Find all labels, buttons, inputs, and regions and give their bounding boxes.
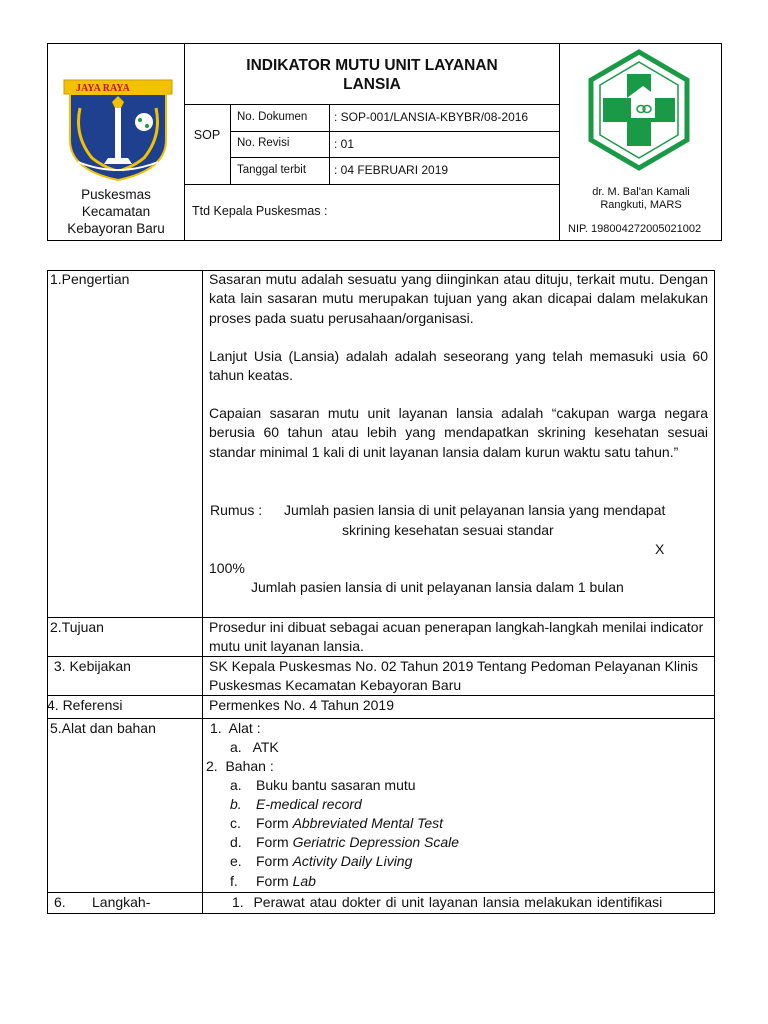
referensi-text: Permenkes No. 4 Tahun 2019 <box>209 697 394 713</box>
bahan-item-f-pre: Form <box>256 873 293 889</box>
langkah-step-1: 1. Perawat atau dokter di unit layanan lansia melakukan identifikasi <box>232 894 663 910</box>
field-value-doc-no: : SOP-001/LANSIA-KBYBR/08-2016 <box>334 110 529 124</box>
bahan-item-a-pre: Buku bantu sasaran mutu <box>256 777 416 793</box>
kebijakan-text: SK Kepala Puskesmas No. 02 Tahun 2019 Tentang Pedoman Pelayanan Klinis Puskesmas Kecamatan Kebayoran Baru <box>209 658 699 694</box>
field-value-revision: : 01 <box>334 137 355 151</box>
bahan-item-e-text <box>256 852 412 871</box>
bahan-item-c-pre: Form <box>256 815 293 831</box>
signer-nip: NIP. 198004272005021002 <box>568 223 702 235</box>
org-name <box>48 186 184 237</box>
title-line-2: LANSIA <box>343 76 401 93</box>
label-kebijakan: 3. Kebijakan <box>50 658 131 674</box>
header-row-line-1 <box>184 104 560 105</box>
alat-heading: 1. Alat : <box>210 720 261 736</box>
title-line-1: INDIKATOR MUTU UNIT LAYANAN <box>246 57 498 74</box>
header-col-line-1 <box>184 43 185 241</box>
body-border-bottom <box>47 913 715 914</box>
bahan-item-d-pre: Form <box>256 834 293 850</box>
bahan-item-b <box>230 795 362 814</box>
bahan-item-d-mark: d. <box>230 834 242 850</box>
rumus-label: Rumus : <box>210 502 263 518</box>
bahan-item-b-em: E-medical record <box>256 796 362 812</box>
sop-label: SOP <box>193 128 221 142</box>
bahan-item-d-em: Geriatric Depression Scale <box>292 834 460 850</box>
org-line-2: Kecamatan <box>81 204 151 219</box>
header-inner-col-2 <box>329 104 330 185</box>
signer-name <box>562 186 720 212</box>
bahan-item-c <box>230 814 444 833</box>
header-border-bottom <box>47 240 722 241</box>
rumus-numerator-1: Jumlah pasien lansia di unit pelayanan lansia yang mendapat <box>284 502 666 518</box>
label-pengertian: 1.Pengertian <box>50 271 130 287</box>
header-row-line-2 <box>230 131 560 132</box>
rumus-numerator-2: skrining kesehatan sesuai standar <box>342 522 554 538</box>
bahan-item-f-mark: f. <box>230 873 238 889</box>
pengertian-paragraph-3: Capaian sasaran mutu unit layanan lansia adalah “cakupan warga negara berusia 60 tahun atau lebih yang mendapatkan skrining kesehatan sesuai standar minimal 1 kali di unit layanan lansia dalam kurun waktu satu tahun.” <box>209 405 708 460</box>
bahan-item-b-text <box>256 795 362 814</box>
tujuan-text: Prosedur ini dibuat sebagai acuan penerapan langkah-langkah menilai indicator mutu unit layanan lansia. <box>209 619 704 655</box>
bahan-item-c-em: Abbreviated Mental Test <box>292 815 444 831</box>
bahan-item-e-em: Activity Daily Living <box>292 853 413 869</box>
signer-line-2: Rangkuti, MARS <box>600 199 682 211</box>
org-line-1: Puskesmas <box>81 187 151 202</box>
bahan-item-c-text <box>256 814 443 833</box>
alat-item-atk: a. ATK <box>230 739 279 755</box>
label-tujuan: 2.Tujuan <box>50 619 104 635</box>
header-inner-col-1 <box>230 104 231 185</box>
label-langkah: Langkah- <box>92 894 151 910</box>
bahan-heading: 2. Bahan : <box>206 758 274 774</box>
field-label-revision: No. Revisi <box>237 137 290 149</box>
header-col-line-2 <box>559 43 560 241</box>
body-border-right <box>714 270 715 914</box>
document-title <box>186 56 558 94</box>
label-referensi: 4. Referensi <box>47 697 123 713</box>
bahan-item-f-em: Lab <box>292 873 316 889</box>
bahan-item-b-mark: b. <box>230 796 242 812</box>
jaya-raya-logo <box>62 78 174 182</box>
signature-label: Ttd Kepala Puskesmas : <box>192 204 328 218</box>
bahan-item-d-text <box>256 833 459 852</box>
header-border-top <box>47 43 722 44</box>
logo-text: JAYA RAYA <box>76 83 130 94</box>
bahan-item-a-mark: a. <box>230 777 242 793</box>
rumus-multiply: X <box>655 541 665 557</box>
bahan-item-e-pre: Form <box>256 853 293 869</box>
body-col-line <box>202 270 203 914</box>
org-line-3: Kebayoran Baru <box>67 221 165 236</box>
field-value-date: : 04 FEBRUARI 2019 <box>334 163 449 177</box>
label-alat-bahan: 5.Alat dan bahan <box>50 720 156 736</box>
langkah-number: 6. <box>54 894 66 910</box>
signer-line-1: dr. M. Bal'an Kamali <box>592 186 690 198</box>
bahan-item-a-text <box>256 776 416 795</box>
bahan-item-d <box>230 833 460 852</box>
bahan-item-e-mark: e. <box>230 853 242 869</box>
rumus-denominator: Jumlah pasien lansia di unit pelayanan lansia dalam 1 bulan <box>251 579 624 595</box>
body-border-left <box>47 270 48 914</box>
bahan-item-f <box>230 872 316 891</box>
field-label-doc-no: No. Dokumen <box>237 111 308 123</box>
bahan-item-f-text <box>256 872 316 891</box>
header-row-line-4 <box>184 184 560 185</box>
rumus-percent: 100% <box>209 560 245 576</box>
bahan-item-c-mark: c. <box>230 815 241 831</box>
puskesmas-logo <box>585 48 693 172</box>
header-row-line-3 <box>230 157 560 158</box>
bahan-item-a <box>230 776 416 795</box>
pengertian-paragraph-1: Sasaran mutu adalah sesuatu yang diinginkan atau dituju, terkait mutu. Dengan kata lain sasaran mutu merupakan tujuan yang akan dicapai dalam melakukan proses pada suatu perusahaan/organisasi. <box>209 271 708 326</box>
header-border-right <box>721 43 722 241</box>
pengertian-paragraph-2: Lanjut Usia (Lansia) adalah adalah seseorang yang telah memasuki usia 60 tahun keatas. <box>209 348 708 384</box>
field-label-date: Tanggal terbit <box>237 164 307 176</box>
bahan-item-e <box>230 852 413 871</box>
